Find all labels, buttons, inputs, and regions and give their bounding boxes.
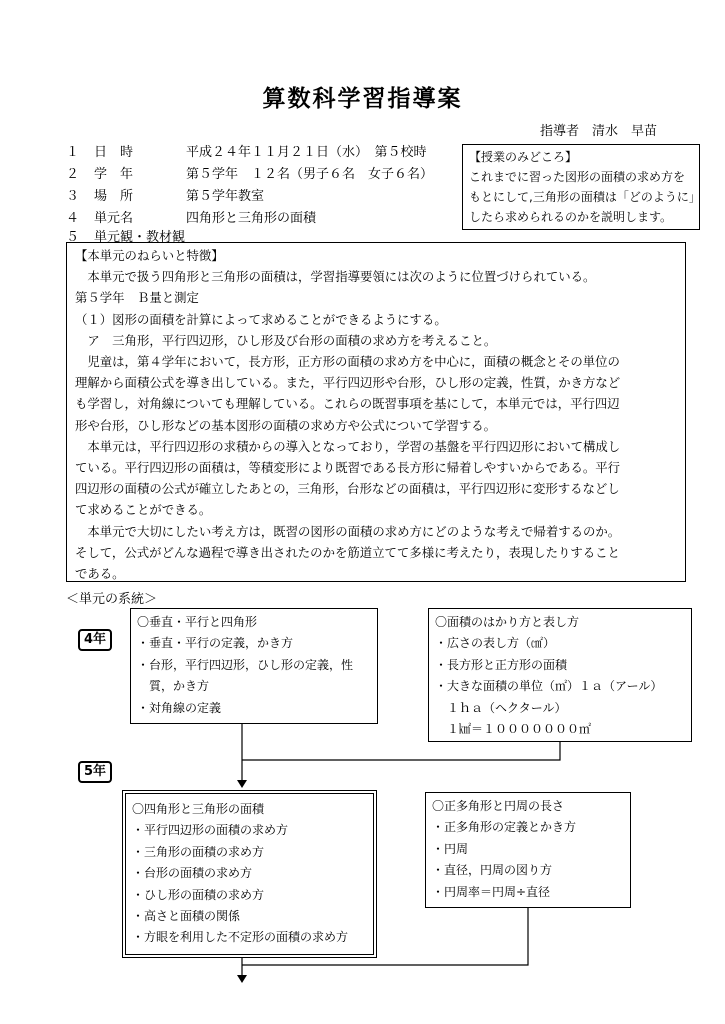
highlight-line: これまでに習った図形の面積の求め方を — [469, 170, 686, 184]
box-line: ・長方形と正方形の面積 — [435, 657, 568, 672]
info-num: ５ — [66, 230, 80, 245]
box-line: ・広さの表し方（㎠） — [435, 636, 556, 651]
info-value: 第５学年 １２名（男子６名 女子６名） — [186, 167, 434, 182]
info-label: 単元名 — [94, 211, 134, 226]
unit-view-line: 本単元は，平行四辺形の求積からの導入となっており，学習の基盤を平行四辺形において構成し — [75, 438, 621, 454]
box-line: ・円周率＝円周÷直径 — [432, 884, 551, 899]
unit-view-line: （１）図形の面積を計算によって求めることができるようにする。 — [75, 311, 447, 327]
box-grade5-polygon-circle — [425, 792, 631, 908]
box-line: １ｈａ（ヘクタール） — [435, 700, 567, 715]
unit-view-line: 本単元で大切にしたい考え方は，既習の図形の面積の求め方にどのような考えで帰着するのか。 — [75, 523, 621, 539]
box-line: ・台形，平行四辺形，ひし形の定義，性 — [137, 657, 354, 672]
info-num: ３ — [66, 189, 80, 204]
unit-view-line: 【本単元のねらいと特徴】 — [75, 248, 224, 263]
box-grade4-perpendicular — [130, 608, 378, 724]
unit-view-line: も学習し，対角線についても理解している。これらの既習事項を基にして，本単元では，平行四辺 — [75, 396, 620, 412]
box-line: ・直径，円周の図り方 — [432, 863, 553, 878]
box-line: ・方眼を利用した不定形の面積の求め方 — [132, 930, 349, 945]
box-line: ・大きな面積の単位（㎡）１ａ（アール） — [435, 679, 663, 694]
highlight-heading: 【授業のみどころ】 — [469, 150, 578, 164]
info-num: １ — [66, 145, 80, 160]
grade-4-badge: 4年 — [78, 629, 112, 651]
box-line: ・垂直・平行の定義，かき方 — [137, 636, 294, 651]
info-value: 第５学年教室 — [186, 189, 265, 204]
box-grade4-area — [428, 608, 692, 742]
unit-system-title: ＜単元の系統＞ — [66, 592, 158, 607]
unit-view-line: 四辺形の面積の公式が確立したあとの，三角形，台形などの面積は，平行四辺形に変形するなどし — [75, 481, 620, 497]
grade-5-badge: 5年 — [78, 761, 112, 783]
box-grade5-quadrilateral-triangle — [122, 790, 377, 958]
unit-view-line: 形や台形，ひし形などの基本図形の面積の求め方や公式について学習する。 — [75, 417, 497, 433]
highlight-line: もとにして,三角形の面積は「どのように」 — [469, 190, 701, 204]
unit-view-line: て求めることができる。 — [75, 502, 212, 518]
page-title: 算数科学習指導案 — [262, 86, 463, 112]
box-line: 〇面積のはかり方と表し方 — [435, 615, 580, 629]
box-line: ・対角線の定義 — [137, 700, 222, 715]
box-line: ・正多角形の定義とかき方 — [432, 820, 577, 835]
unit-view-line: 理解から面積公式を導き出している。また，平行四辺形や台形，ひし形の定義，性質，かき方など — [75, 375, 621, 391]
highlight-line: したら求められるのかを説明します。 — [469, 210, 673, 224]
box-line: 質，かき方 — [137, 679, 210, 694]
info-value: 平成２４年１１月２１日（水） 第５校時 — [186, 145, 427, 160]
box-line: 〇垂直・平行と四角形 — [137, 615, 258, 629]
info-num: ２ — [66, 167, 80, 182]
box-line: ・台形の面積の求め方 — [132, 866, 253, 881]
box-line: ・高さと面積の関係 — [132, 909, 241, 924]
unit-view-line: そして，公式がどんな過程で導き出されたのかを筋道立てて多様に考えたり，表現したりすること — [75, 544, 620, 560]
info-value: 四角形と三角形の面積 — [186, 211, 317, 226]
unit-view-line: である。 — [75, 566, 125, 582]
info-label: 場 所 — [94, 189, 134, 204]
info-label: 日 時 — [94, 145, 134, 160]
arrow-head-icon — [237, 780, 247, 788]
arrow-head-icon — [237, 975, 247, 983]
unit-view-line: 第５学年 Ｂ量と測定 — [75, 290, 199, 306]
unit-view-line: ア 三角形，平行四辺形，ひし形及び台形の面積の求め方を考えること。 — [75, 332, 497, 348]
box-line: ・三角形の面積の求め方 — [132, 844, 265, 859]
box-line: ・平行四辺形の面積の求め方 — [132, 823, 289, 838]
connector-4b-join — [242, 742, 560, 760]
box-line: １㎢＝１０００００００㎡ — [435, 722, 592, 737]
info-num: ４ — [66, 211, 80, 226]
info-label: 単元観・教材観 — [94, 230, 186, 245]
unit-view-line: ている。平行四辺形の面積は，等積変形により既習である長方形に帰着しやすいからである。平行 — [75, 460, 621, 476]
unit-view-line: 児童は，第４学年において，長方形，正方形の面積の求め方を中心に，面積の概念とその単位の — [75, 354, 620, 370]
unit-view-line: 本単元で扱う四角形と三角形の面積は，学習指導要領には次のように位置づけられている。 — [75, 269, 596, 285]
box-line: ・円周 — [432, 841, 469, 856]
info-label: 学 年 — [94, 167, 134, 182]
box-line: 〇四角形と三角形の面積 — [132, 802, 265, 816]
box-line: ・ひし形の面積の求め方 — [132, 887, 265, 902]
box-line: 〇正多角形と円周の長さ — [432, 799, 565, 813]
instructor-name: 指導者 清水 早苗 — [540, 124, 658, 139]
